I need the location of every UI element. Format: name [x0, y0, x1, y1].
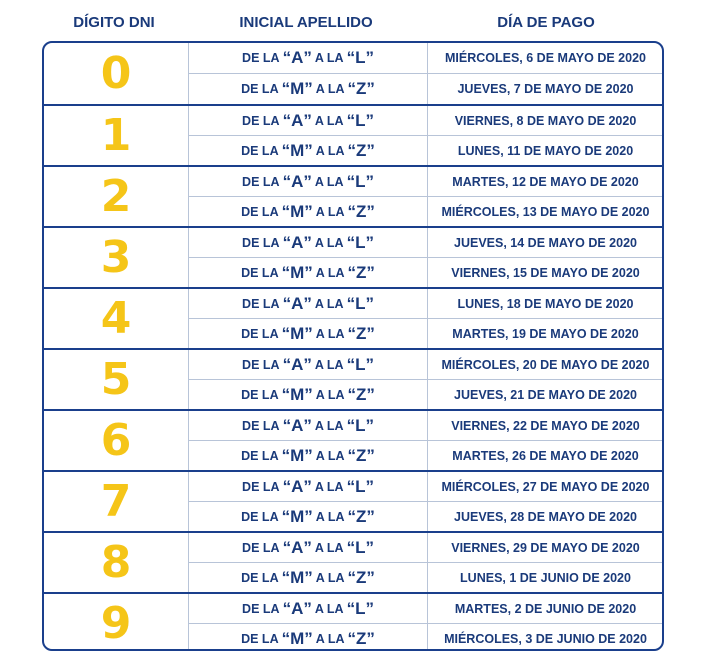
payment-date-cell: LUNES, 18 DE MAYO DE 2020	[457, 296, 634, 311]
initial-from: “A”	[282, 171, 312, 191]
initial-prefix: DE LA	[242, 235, 283, 250]
initial-from: “A”	[282, 537, 312, 557]
initial-mid: A LA	[311, 479, 347, 494]
initial-from: “M”	[281, 506, 313, 526]
digit-group	[44, 470, 662, 531]
initial-from: “M”	[281, 140, 313, 160]
payment-date-cell: MIÉRCOLES, 13 DE MAYO DE 2020	[441, 204, 650, 219]
initial-mid: A LA	[312, 204, 348, 219]
initial-prefix: DE LA	[241, 509, 282, 524]
initial-to: “L”	[346, 110, 374, 130]
initial-range-cell	[188, 167, 428, 196]
initial-mid: A LA	[311, 235, 347, 250]
initial-from: “A”	[282, 110, 312, 130]
initial-mid: A LA	[312, 265, 348, 280]
initial-prefix: DE LA	[241, 265, 282, 280]
digit-group	[44, 43, 662, 104]
initial-mid: A LA	[312, 82, 348, 96]
initial-mid: A LA	[312, 143, 348, 158]
initial-mid: A LA	[311, 174, 347, 189]
initial-to: “L”	[346, 598, 374, 618]
payment-date-cell: MIÉRCOLES, 20 DE MAYO DE 2020	[441, 357, 650, 372]
initial-to: “L”	[346, 232, 374, 252]
payment-date-cell: MARTES, 2 DE JUNIO DE 2020	[454, 601, 637, 616]
initial-from: “M”	[281, 567, 313, 587]
header-initial: INICIAL APELLIDO	[239, 14, 373, 31]
table-row	[188, 318, 664, 348]
initial-prefix: DE LA	[242, 113, 283, 128]
table-row	[188, 533, 664, 562]
initial-mid: A LA	[312, 570, 348, 585]
schedule-table	[42, 41, 664, 651]
dni-digit: 3	[100, 231, 132, 283]
initial-range-cell	[188, 533, 428, 562]
table-row	[188, 43, 664, 73]
initial-to: “L”	[346, 171, 374, 191]
table-row	[188, 379, 664, 409]
table-row	[188, 167, 664, 196]
initial-from: “M”	[281, 384, 313, 404]
initial-mid: A LA	[311, 357, 347, 372]
dni-digit: 6	[100, 414, 132, 466]
initial-prefix: DE LA	[242, 418, 283, 433]
digit-group	[44, 287, 662, 348]
digit-group	[44, 165, 662, 226]
table-row	[188, 472, 664, 501]
dni-digit: 0	[100, 47, 132, 99]
initial-prefix: DE LA	[242, 540, 283, 555]
table-row	[188, 289, 664, 318]
dni-digit: 9	[100, 597, 132, 649]
initial-prefix: DE LA	[242, 174, 283, 189]
initial-range-cell	[188, 43, 428, 73]
initial-mid: A LA	[311, 113, 347, 128]
initial-range-cell	[188, 380, 428, 409]
table-row	[188, 73, 664, 104]
initial-mid: A LA	[311, 51, 347, 65]
digit-group	[44, 409, 662, 470]
initial-to: “Z”	[347, 140, 375, 160]
dni-digit: 5	[100, 353, 132, 405]
initial-from: “A”	[282, 232, 312, 252]
dni-digit: 8	[100, 536, 132, 588]
initial-to: “Z”	[347, 567, 375, 587]
initial-from: “M”	[281, 262, 313, 282]
digit-group	[44, 592, 662, 651]
initial-from: “A”	[282, 598, 312, 618]
table-row	[188, 562, 664, 592]
initial-to: “L”	[346, 48, 374, 67]
payment-date-cell: LUNES, 1 DE JUNIO DE 2020	[460, 570, 631, 585]
digit-group	[44, 104, 662, 165]
initial-from: “M”	[281, 201, 313, 221]
table-row	[188, 196, 664, 226]
initial-range-cell	[188, 563, 428, 592]
payment-date-cell: LUNES, 11 DE MAYO DE 2020	[457, 143, 634, 158]
payment-date-cell: MARTES, 19 DE MAYO DE 2020	[452, 326, 639, 341]
initial-range-cell	[188, 594, 428, 623]
initial-range-cell	[188, 411, 428, 440]
initial-from: “A”	[282, 354, 312, 374]
header-digit: DÍGITO DNI	[73, 14, 155, 31]
table-row	[188, 257, 664, 287]
table-row	[188, 501, 664, 531]
initial-mid: A LA	[312, 326, 348, 341]
table-row	[188, 350, 664, 379]
initial-prefix: DE LA	[241, 204, 282, 219]
payment-date-cell: JUEVES, 28 DE MAYO DE 2020	[454, 509, 637, 524]
table-row	[188, 411, 664, 440]
initial-to: “Z”	[347, 323, 375, 343]
payment-date-cell: MARTES, 12 DE MAYO DE 2020	[452, 174, 639, 189]
header-date: DÍA DE PAGO	[497, 14, 595, 31]
initial-to: “Z”	[347, 262, 375, 282]
initial-range-cell	[188, 624, 428, 651]
dni-digit: 4	[100, 292, 132, 344]
initial-mid: A LA	[311, 601, 347, 616]
digit-group	[44, 531, 662, 592]
initial-range-cell	[188, 472, 428, 501]
payment-date-cell: VIERNES, 8 DE MAYO DE 2020	[454, 113, 637, 128]
initial-to: “Z”	[347, 628, 375, 648]
initial-range-cell	[188, 319, 428, 348]
initial-prefix: DE LA	[242, 296, 283, 311]
payment-date-cell: MIÉRCOLES, 27 DE MAYO DE 2020	[441, 479, 650, 494]
initial-to: “Z”	[347, 445, 375, 465]
initial-from: “M”	[281, 323, 313, 343]
payment-date-cell: MARTES, 26 DE MAYO DE 2020	[452, 448, 639, 463]
table-row	[188, 440, 664, 470]
initial-from: “A”	[282, 293, 312, 313]
initial-to: “L”	[346, 415, 374, 435]
initial-range-cell	[188, 350, 428, 379]
digit-group	[44, 348, 662, 409]
initial-from: “A”	[282, 415, 312, 435]
payment-date-cell: VIERNES, 22 DE MAYO DE 2020	[451, 418, 640, 433]
initial-prefix: DE LA	[241, 570, 282, 585]
payment-date-cell: JUEVES, 14 DE MAYO DE 2020	[454, 235, 637, 250]
initial-from: “M”	[281, 628, 313, 648]
dni-digit: 2	[100, 170, 132, 222]
initial-range-cell	[188, 74, 428, 104]
initial-range-cell	[188, 228, 428, 257]
table-row	[188, 135, 664, 165]
initial-prefix: DE LA	[241, 387, 282, 402]
initial-mid: A LA	[312, 448, 348, 463]
initial-range-cell	[188, 441, 428, 470]
table-row	[188, 106, 664, 135]
payment-date-cell: JUEVES, 7 DE MAYO DE 2020	[457, 82, 634, 96]
initial-to: “L”	[346, 537, 374, 557]
initial-range-cell	[188, 106, 428, 135]
initial-prefix: DE LA	[242, 601, 283, 616]
initial-prefix: DE LA	[241, 143, 282, 158]
payment-date-cell: VIERNES, 29 DE MAYO DE 2020	[451, 540, 640, 555]
initial-mid: A LA	[311, 296, 347, 311]
initial-prefix: DE LA	[241, 631, 282, 646]
initial-to: “L”	[346, 354, 374, 374]
initial-to: “L”	[346, 476, 374, 496]
initial-to: “Z”	[347, 79, 375, 98]
initial-range-cell	[188, 258, 428, 287]
payment-date-cell: MIÉRCOLES, 6 DE MAYO DE 2020	[445, 51, 646, 65]
table-row	[188, 228, 664, 257]
initial-prefix: DE LA	[242, 51, 283, 65]
initial-range-cell	[188, 289, 428, 318]
initial-to: “Z”	[347, 201, 375, 221]
initial-range-cell	[188, 502, 428, 531]
table-row	[188, 594, 664, 623]
initial-prefix: DE LA	[241, 82, 282, 96]
initial-mid: A LA	[312, 387, 348, 402]
initial-to: “Z”	[347, 506, 375, 526]
initial-from: “M”	[281, 79, 313, 98]
initial-mid: A LA	[312, 631, 348, 646]
initial-range-cell	[188, 136, 428, 165]
initial-to: “L”	[346, 293, 374, 313]
table-row	[188, 623, 664, 651]
initial-range-cell	[188, 197, 428, 226]
payment-date-cell: MIÉRCOLES, 3 DE JUNIO DE 2020	[444, 631, 647, 646]
initial-prefix: DE LA	[242, 479, 283, 494]
initial-mid: A LA	[311, 540, 347, 555]
payment-date-cell: JUEVES, 21 DE MAYO DE 2020	[454, 387, 637, 402]
initial-mid: A LA	[312, 509, 348, 524]
initial-from: “A”	[282, 476, 312, 496]
dni-digit: 7	[100, 475, 132, 527]
initial-mid: A LA	[311, 418, 347, 433]
digit-group	[44, 226, 662, 287]
initial-prefix: DE LA	[242, 357, 283, 372]
initial-prefix: DE LA	[241, 326, 282, 341]
initial-to: “Z”	[347, 384, 375, 404]
payment-date-cell: VIERNES, 15 DE MAYO DE 2020	[451, 265, 640, 280]
initial-from: “M”	[281, 445, 313, 465]
initial-prefix: DE LA	[241, 448, 282, 463]
dni-digit: 1	[100, 109, 132, 161]
initial-from: “A”	[282, 48, 312, 67]
table-headers	[42, 14, 666, 38]
